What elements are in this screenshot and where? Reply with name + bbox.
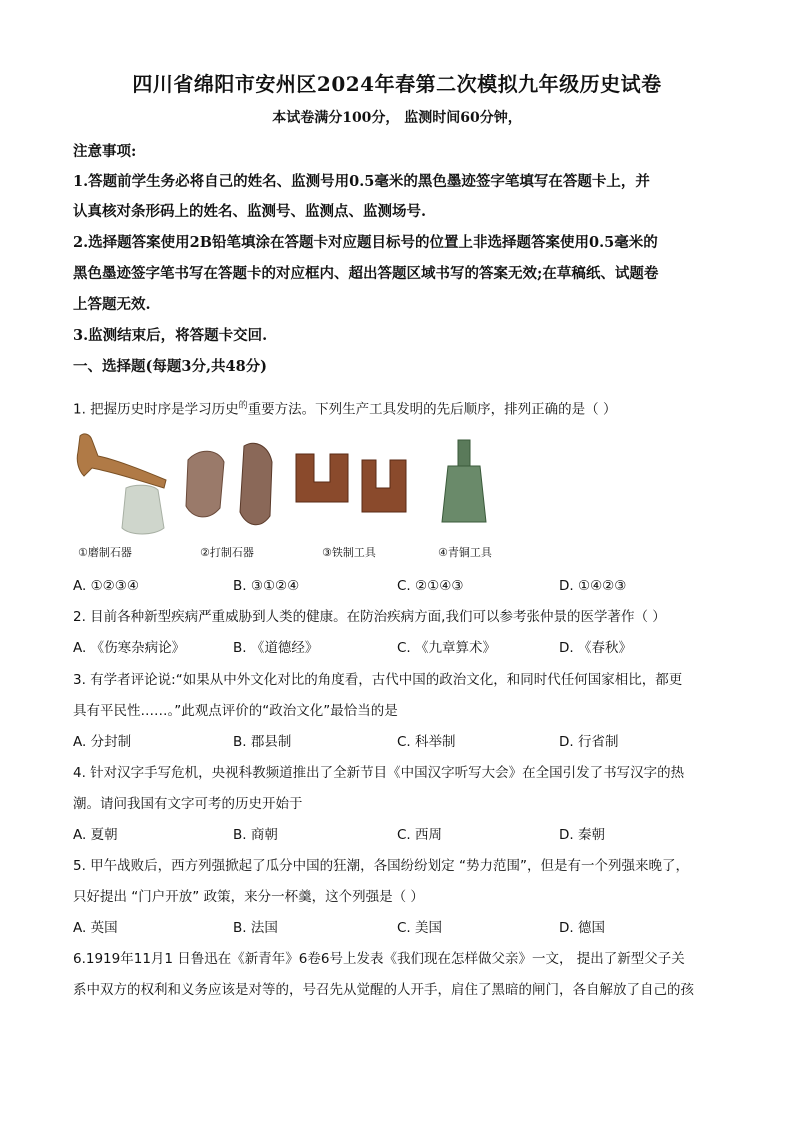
- notice-line: 认真核对条形码上的姓名、监测号、监测点、监测场号.: [73, 203, 427, 220]
- question-3-text: 3. 有学者评论说:“如果从中外文化对比的角度看，古代中国的政治文化，和同时代任何国家相比，都更: [73, 672, 683, 688]
- question-5-text: 5. 甲午战败后，西方列强掀起了瓜分中国的狂潮，各国纷纷划定 “势力范围”，但是有一个列强来晚了，: [73, 858, 689, 874]
- option-a[interactable]: A. 夏朝: [73, 827, 118, 843]
- bronze-tool-image: [442, 440, 486, 522]
- question-6-text: 6.1919年11月1 日鲁迅在《新青年》6卷6号上发表《我们现在怎样做父亲》一文， 提出了新型父子关: [73, 951, 685, 967]
- question-4-text: 潮。请问我国有文字可考的历史开始于: [73, 796, 303, 812]
- iron-tool-image: [296, 454, 406, 512]
- section-heading: 一、选择题(每题3分,共48分): [73, 358, 268, 375]
- tool-caption: ④青铜工具: [438, 546, 492, 559]
- option-b[interactable]: B. 《道德经》: [233, 640, 319, 656]
- tool-caption: ②打制石器: [200, 546, 254, 559]
- option-a[interactable]: A. 《伤寒杂病论》: [73, 640, 186, 656]
- option-d[interactable]: D. 秦朝: [559, 827, 605, 843]
- tool-caption: ①磨制石器: [78, 546, 132, 559]
- tool-images: [68, 430, 508, 560]
- polished-stone-tool-image: [77, 434, 166, 534]
- question-3-text: 具有平民性……。”此观点评价的“政治文化”最恰当的是: [73, 703, 398, 719]
- notice-line: 上答题无效.: [73, 296, 151, 313]
- chipped-stone-tool-image: [186, 443, 272, 524]
- option-d[interactable]: D. ①④②③: [559, 578, 627, 594]
- option-a[interactable]: A. 英国: [73, 920, 118, 936]
- option-b[interactable]: B. 郡县制: [233, 734, 292, 750]
- option-b[interactable]: B. 法国: [233, 920, 278, 936]
- option-c[interactable]: C. 美国: [397, 920, 443, 936]
- question-2-options: [73, 639, 733, 657]
- option-d[interactable]: D. 德国: [559, 920, 605, 936]
- page-title: 四川省绵阳市安州区2024年春第二次模拟九年级历史试卷: [132, 72, 662, 96]
- notice-line: 3.监测结束后，将答题卡交回.: [73, 327, 268, 344]
- notice-line: 2.选择题答案使用2B铅笔填涂在答题卡对应题目标号的位置上非选择题答案使用0.5毫米的: [73, 234, 658, 251]
- option-b[interactable]: B. 商朝: [233, 827, 278, 843]
- exam-info: 本试卷满分100分， 监测时间60分钟，: [272, 110, 522, 126]
- question-1-text: 1. 把握历史时序是学习历史$^的$重要方法。下列生产工具发明的先后顺序，排列正确的是（ ）: [73, 401, 617, 418]
- option-d[interactable]: D. 行省制: [559, 734, 619, 750]
- notice-line: 1.答题前学生务必将自己的姓名、监测号用0.5毫米的黑色墨迹签字笔填写在答题卡上，并: [73, 173, 650, 190]
- option-a[interactable]: A. ①②③④: [73, 578, 139, 594]
- option-b[interactable]: B. ③①②④: [233, 578, 300, 594]
- question-5-options: [73, 919, 733, 937]
- question-4-text: 4. 针对汉字手写危机，央视科教频道推出了全新节目《中国汉字听写大会》在全国引发了书写汉字的热: [73, 765, 685, 781]
- option-d[interactable]: D. 《春秋》: [559, 640, 632, 656]
- option-c[interactable]: C. 西周: [397, 827, 443, 843]
- tool-caption: ③铁制工具: [322, 546, 376, 559]
- option-a[interactable]: A. 分封制: [73, 734, 132, 750]
- notice-heading: 注意事项:: [73, 143, 137, 160]
- question-4-options: [73, 826, 733, 844]
- question-6-text: 系中双方的权利和义务应该是对等的，号召先从觉醒的人开手，肩住了黑暗的闸门，各自解放了自己的孩: [73, 982, 694, 998]
- notice-line: 黑色墨迹签字笔书写在答题卡的对应框内、超出答题区域书写的答案无效;在草稿纸、试题卷: [73, 265, 659, 282]
- tool-illustrations: [68, 430, 508, 542]
- question-3-options: [73, 733, 733, 751]
- option-c[interactable]: C. 《九章算术》: [397, 640, 497, 656]
- question-2-text: 2. 目前各种新型疾病严重威胁到人类的健康。在防治疾病方面,我们可以参考张仲景的医学著作（ ）: [73, 609, 666, 625]
- option-c[interactable]: C. ②①④③: [397, 578, 464, 594]
- question-5-text: 只好提出 “门户开放” 政策，来分一杯羹，这个列强是（ ）: [73, 889, 424, 905]
- question-1-options: [73, 577, 733, 595]
- option-c[interactable]: C. 科举制: [397, 734, 456, 750]
